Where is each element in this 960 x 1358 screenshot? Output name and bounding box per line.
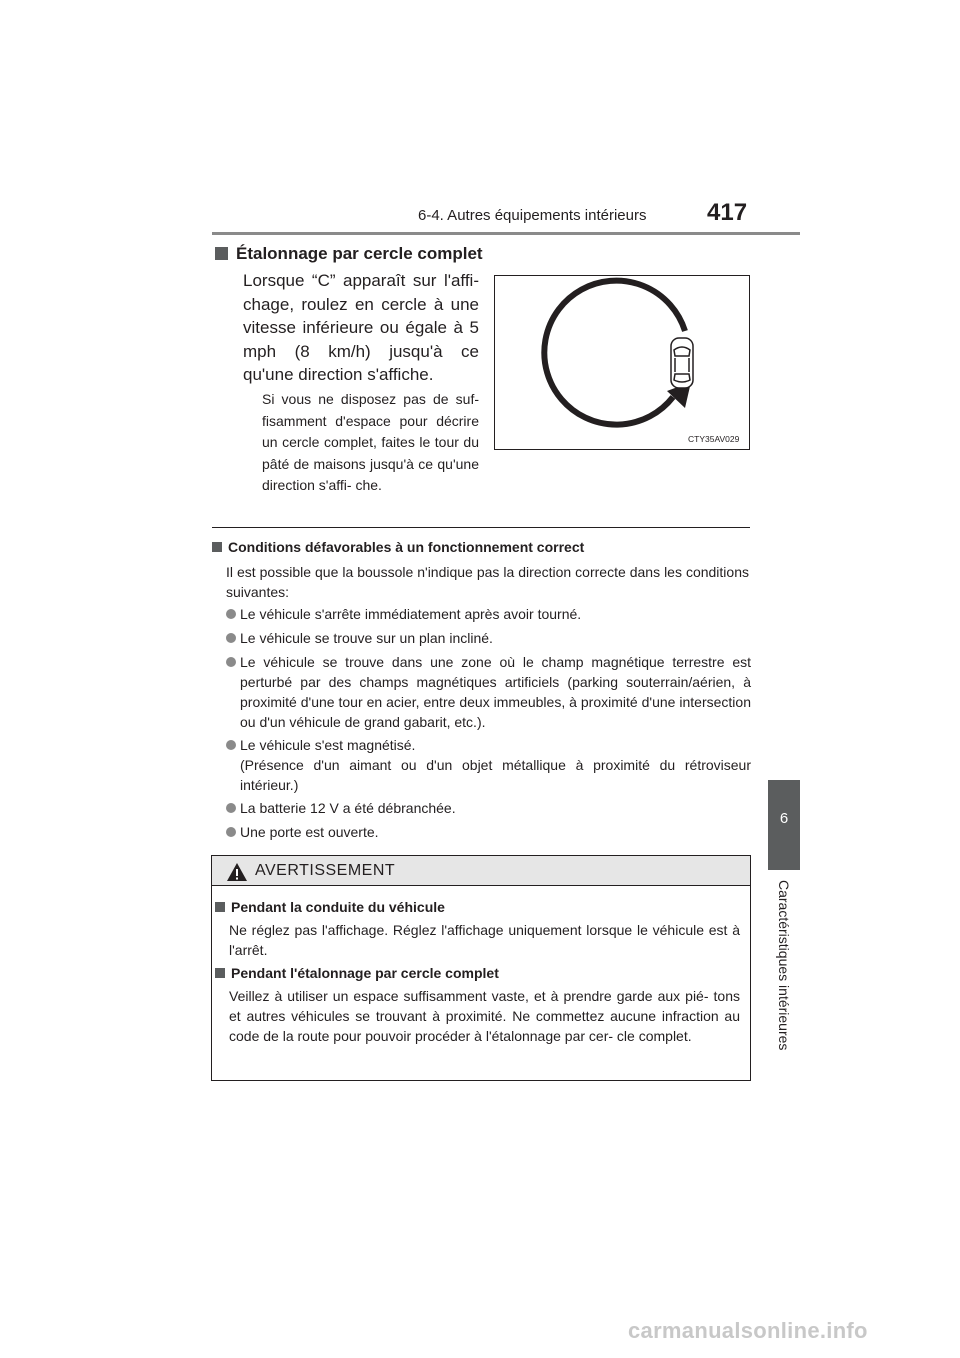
- car-top-view-icon: [671, 338, 693, 388]
- list-item: [226, 652, 751, 732]
- list-item-text: Le véhicule se trouve dans une zone où le champ magnétique terrestre est perturbé par des champs magnétiques artificiels (parking souterrain/aérien, à proximité d'une tour en acier, entre deux immeubles, à proximité d'une intersection ou d'un véhicule de grand gabarit, etc.).: [240, 654, 751, 730]
- list-item: [226, 604, 751, 624]
- conditions-intro: Il est possible que la boussole n'indique pas la direction correcte dans les conditions suivantes:: [226, 564, 749, 600]
- watermark: carmanualsonline.info: [628, 1318, 868, 1343]
- warning-item-text: Veillez à utiliser un espace suffisamment vaste, et à prendre garde aux pié- tons et autres véhicules se trouvant à proximité. Ne commettez aucune infraction au code de la route pour pouvoir procéder à l'étalonnage par cer- cle complet.: [229, 988, 740, 1044]
- square-bullet-icon: [215, 968, 225, 978]
- square-bullet-icon: [215, 902, 225, 912]
- warning-label: AVERTISSEMENT: [255, 862, 396, 879]
- square-bullet-icon: [215, 247, 228, 260]
- section-heading-full-circle: [215, 244, 483, 264]
- chapter-number: 6: [779, 810, 789, 827]
- warning-item-heading: [215, 899, 445, 915]
- section-divider: [212, 527, 750, 528]
- warning-item-text: Ne réglez pas l'affichage. Réglez l'affichage uniquement lorsque le véhicule est à l'arrêt.: [229, 922, 740, 958]
- bullet-dot-icon: [226, 740, 236, 750]
- list-item-text: Une porte est ouverte.: [240, 824, 379, 840]
- list-item-text: Le véhicule se trouve sur un plan incliné.: [240, 630, 493, 646]
- circle-path: [544, 281, 685, 425]
- list-item-text: La batterie 12 V a été débranchée.: [240, 800, 456, 816]
- page-number: 417: [707, 199, 748, 226]
- bullet-dot-icon: [226, 609, 236, 619]
- warning-triangle-icon: [226, 862, 248, 887]
- chapter-title: Caractéristiques intérieures: [776, 880, 792, 1051]
- list-item-text: Le véhicule s'arrête immédiatement après avoir tourné.: [240, 606, 582, 622]
- figure-code: CTY35AV029: [688, 434, 740, 444]
- list-item: [226, 798, 751, 818]
- list-item-text: Le véhicule s'est magnétisé.: [240, 737, 416, 753]
- bullet-dot-icon: [226, 657, 236, 667]
- bullet-dot-icon: [226, 803, 236, 813]
- header-rule: [212, 232, 800, 235]
- list-item: [226, 628, 751, 648]
- conditions-heading: [212, 539, 584, 555]
- section-sub-paragraph: Si vous ne disposez pas de suf- fisamment d'espace pour décrire un cercle complet, faites le tour du pâté de maisons jusqu'à ce qu'une direction s'affi- che.: [262, 391, 479, 493]
- list-item: [226, 735, 751, 795]
- circle-calibration-figure: [494, 275, 750, 450]
- square-bullet-icon: [212, 542, 222, 552]
- section-heading-text: Étalonnage par cercle complet: [236, 244, 483, 263]
- bullet-dot-icon: [226, 827, 236, 837]
- section-paragraph: Lorsque “C” apparaît sur l'affi- chage, roulez en cercle à une vitesse inférieure ou égale à 5 mph (8 km/h) jusqu'à ce qu'une direction s'affiche.: [243, 271, 479, 384]
- chapter-title-vertical: [770, 880, 798, 1120]
- bullet-dot-icon: [226, 633, 236, 643]
- list-item-subtext: (Présence d'un aimant ou d'un objet métallique à proximité du rétroviseur intérieur.): [240, 757, 751, 793]
- warning-item-heading-text: Pendant la conduite du véhicule: [231, 899, 445, 915]
- conditions-heading-text: Conditions défavorables à un fonctionnement correct: [228, 539, 585, 555]
- list-item: [226, 822, 751, 842]
- header-section-title: 6-4. Autres équipements intérieurs: [418, 207, 647, 224]
- circle-arrow-illustration: [495, 276, 749, 449]
- warning-item-heading-text: Pendant l'étalonnage par cercle complet: [231, 965, 499, 981]
- warning-item-heading: [215, 965, 499, 981]
